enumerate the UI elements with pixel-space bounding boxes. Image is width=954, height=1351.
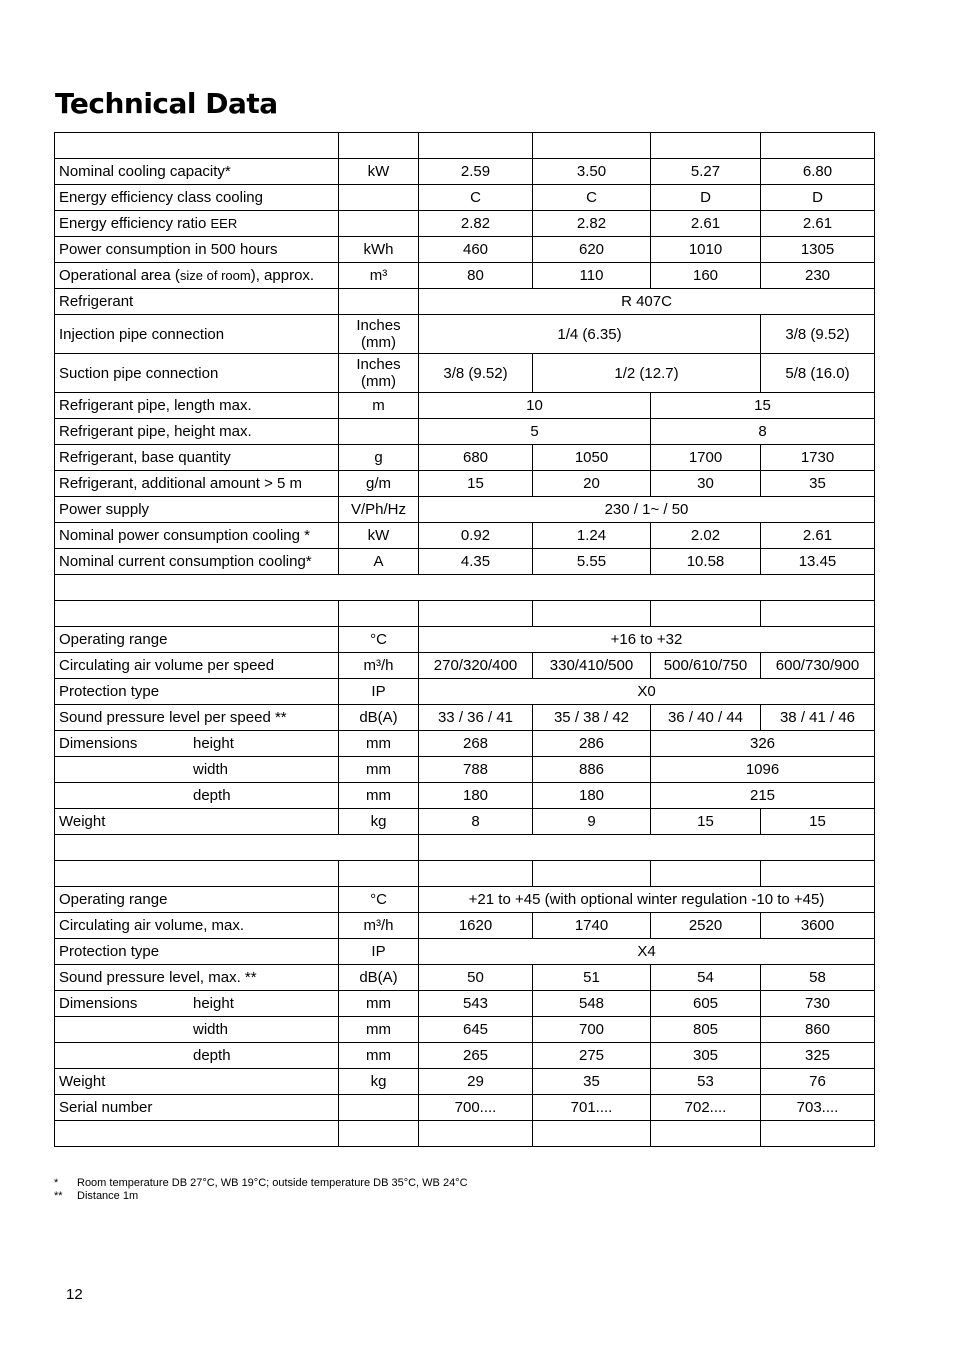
row-unit: mm <box>339 991 419 1017</box>
row-label-text: Energy efficiency ratio <box>59 215 207 232</box>
cell-value: 730 <box>761 991 875 1017</box>
table-row <box>55 965 875 991</box>
table-row <box>55 237 875 263</box>
cell-value: 3/8 (9.52) <box>419 354 533 393</box>
table-row <box>55 211 875 237</box>
cell-value: 6.80 <box>761 159 875 185</box>
table-row <box>55 263 875 289</box>
row-label: Suction pipe connection <box>55 354 339 393</box>
row-label <box>55 263 339 289</box>
cell-value: C <box>533 185 651 211</box>
cell-value: 53 <box>651 1069 761 1095</box>
row-label: Protection type <box>55 939 339 965</box>
cell-value: 0.92 <box>419 523 533 549</box>
row-unit: °C <box>339 627 419 653</box>
cell-value: 2.61 <box>761 211 875 237</box>
table-row <box>55 523 875 549</box>
row-label: Operating range <box>55 627 339 653</box>
table-row-blank <box>55 575 875 601</box>
row-unit: g/m <box>339 471 419 497</box>
cell-value: 29 <box>419 1069 533 1095</box>
cell-value: 2.82 <box>419 211 533 237</box>
cell-value: 15 <box>651 809 761 835</box>
row-label-text: Dimensions <box>59 995 138 1012</box>
row-sublabel: height <box>193 735 234 752</box>
row-label-text: ), approx. <box>250 267 315 284</box>
cell-value: 2.59 <box>419 159 533 185</box>
cell-value-span: 8 <box>651 419 875 445</box>
row-unit: °C <box>339 887 419 913</box>
row-unit: mm <box>339 1017 419 1043</box>
row-label <box>55 783 339 809</box>
row-label: Power supply <box>55 497 339 523</box>
technical-data-table <box>54 132 875 1147</box>
table-row <box>55 471 875 497</box>
row-unit: mm <box>339 757 419 783</box>
cell-value: 268 <box>419 731 533 757</box>
row-sublabel: depth <box>193 1047 231 1064</box>
cell-value: 1740 <box>533 913 651 939</box>
cell-value: 36 / 40 / 44 <box>651 705 761 731</box>
cell-value: 15 <box>761 809 875 835</box>
row-sublabel: width <box>193 761 229 778</box>
row-label: Refrigerant pipe, height max. <box>55 419 339 445</box>
table-row <box>55 939 875 965</box>
row-unit: kg <box>339 1069 419 1095</box>
cell-value: 5.55 <box>533 549 651 575</box>
cell-value: 230 <box>761 263 875 289</box>
cell-value: 702.... <box>651 1095 761 1121</box>
cell-value: 548 <box>533 991 651 1017</box>
cell-value: 1700 <box>651 445 761 471</box>
cell-value: 1620 <box>419 913 533 939</box>
row-label: Refrigerant <box>55 289 339 315</box>
table-row <box>55 354 875 393</box>
cell-value: 9 <box>533 809 651 835</box>
cell-value: D <box>651 185 761 211</box>
cell-value-span: 326 <box>651 731 875 757</box>
row-label: Nominal cooling capacity* <box>55 159 339 185</box>
row-sublabel: height <box>193 995 234 1012</box>
cell-value-span: 230 / 1~ / 50 <box>419 497 875 523</box>
row-label: Protection type <box>55 679 339 705</box>
cell-value: 160 <box>651 263 761 289</box>
cell-value: 2.82 <box>533 211 651 237</box>
cell-value: 700.... <box>419 1095 533 1121</box>
row-label: Weight <box>55 809 339 835</box>
row-unit-line: Inches <box>356 317 401 334</box>
row-unit <box>339 211 419 237</box>
cell-value: 700 <box>533 1017 651 1043</box>
table-row-blank <box>55 601 875 627</box>
table-row <box>55 809 875 835</box>
row-label: Circulating air volume per speed <box>55 653 339 679</box>
row-label <box>55 731 339 757</box>
page-number: 12 <box>66 1286 83 1303</box>
table-row <box>55 445 875 471</box>
row-label-text: Dimensions <box>59 735 138 752</box>
row-unit-line: Inches <box>356 356 401 373</box>
row-unit <box>339 185 419 211</box>
cell-value: 600/730/900 <box>761 653 875 679</box>
cell-value-span: 1/2 (12.7) <box>533 354 761 393</box>
cell-value: 543 <box>419 991 533 1017</box>
page-title: Technical Data <box>55 87 278 120</box>
cell-value: 13.45 <box>761 549 875 575</box>
row-label <box>55 757 339 783</box>
table-row <box>55 1095 875 1121</box>
row-label: Refrigerant, base quantity <box>55 445 339 471</box>
row-unit <box>339 315 419 354</box>
row-unit <box>339 419 419 445</box>
table-row <box>55 315 875 354</box>
row-label: Circulating air volume, max. <box>55 913 339 939</box>
footnote-mark: * <box>54 1177 59 1189</box>
table-row <box>55 289 875 315</box>
row-unit <box>339 1095 419 1121</box>
row-label: Serial number <box>55 1095 339 1121</box>
cell-value: 680 <box>419 445 533 471</box>
cell-value: 5.27 <box>651 159 761 185</box>
table-row <box>55 1017 875 1043</box>
footnote <box>54 1177 468 1190</box>
cell-value: 1050 <box>533 445 651 471</box>
row-unit: mm <box>339 731 419 757</box>
row-label <box>55 1043 339 1069</box>
table-row <box>55 497 875 523</box>
row-unit: m³/h <box>339 913 419 939</box>
row-unit: mm <box>339 1043 419 1069</box>
footnotes <box>54 1177 468 1203</box>
cell-value: 886 <box>533 757 651 783</box>
cell-value: 605 <box>651 991 761 1017</box>
row-unit: IP <box>339 939 419 965</box>
cell-value: 30 <box>651 471 761 497</box>
row-label: Nominal current consumption cooling* <box>55 549 339 575</box>
cell-value: 2520 <box>651 913 761 939</box>
cell-value: 270/320/400 <box>419 653 533 679</box>
row-unit <box>339 354 419 393</box>
cell-value-span: 215 <box>651 783 875 809</box>
cell-value: 15 <box>419 471 533 497</box>
cell-value: 80 <box>419 263 533 289</box>
row-unit: kWh <box>339 237 419 263</box>
cell-value: 33 / 36 / 41 <box>419 705 533 731</box>
row-unit: IP <box>339 679 419 705</box>
cell-value: 1730 <box>761 445 875 471</box>
row-unit-line: (mm) <box>361 334 396 351</box>
cell-value: 265 <box>419 1043 533 1069</box>
row-label: Weight <box>55 1069 339 1095</box>
cell-value: 35 <box>761 471 875 497</box>
cell-value-span: R 407C <box>419 289 875 315</box>
row-unit: kW <box>339 523 419 549</box>
row-label: Sound pressure level per speed ** <box>55 705 339 731</box>
row-unit <box>339 289 419 315</box>
cell-value-span: +21 to +45 (with optional winter regulation -10 to +45) <box>419 887 875 913</box>
table-row <box>55 393 875 419</box>
cell-value: 35 / 38 / 42 <box>533 705 651 731</box>
cell-value: 788 <box>419 757 533 783</box>
row-label: Injection pipe connection <box>55 315 339 354</box>
row-label-small: EER <box>210 216 238 231</box>
row-unit: m³ <box>339 263 419 289</box>
row-label: Energy efficiency class cooling <box>55 185 339 211</box>
table-row <box>55 705 875 731</box>
row-label: Operating range <box>55 887 339 913</box>
cell-value: 20 <box>533 471 651 497</box>
row-unit: mm <box>339 783 419 809</box>
row-label: Refrigerant pipe, length max. <box>55 393 339 419</box>
table-row <box>55 731 875 757</box>
row-label-small: size of room <box>179 268 251 283</box>
cell-value: 3/8 (9.52) <box>761 315 875 354</box>
table-row <box>55 159 875 185</box>
row-label <box>55 211 339 237</box>
cell-value: 3600 <box>761 913 875 939</box>
cell-value: 703.... <box>761 1095 875 1121</box>
cell-value: 325 <box>761 1043 875 1069</box>
table-row-blank <box>55 861 875 887</box>
cell-value: D <box>761 185 875 211</box>
row-unit: A <box>339 549 419 575</box>
cell-value: 2.61 <box>651 211 761 237</box>
cell-value: 38 / 41 / 46 <box>761 705 875 731</box>
cell-value: 460 <box>419 237 533 263</box>
table-row <box>55 1043 875 1069</box>
cell-value: 3.50 <box>533 159 651 185</box>
footnote <box>54 1190 468 1203</box>
table-row <box>55 783 875 809</box>
cell-value: 50 <box>419 965 533 991</box>
table-row <box>55 1069 875 1095</box>
row-unit: kW <box>339 159 419 185</box>
table-row-blank <box>55 1121 875 1147</box>
cell-value-span: 5 <box>419 419 651 445</box>
table-row <box>55 991 875 1017</box>
cell-value: 330/410/500 <box>533 653 651 679</box>
table-row <box>55 549 875 575</box>
table-row <box>55 627 875 653</box>
cell-value: 76 <box>761 1069 875 1095</box>
cell-value-span: 1/4 (6.35) <box>419 315 761 354</box>
row-unit: g <box>339 445 419 471</box>
cell-value: 10.58 <box>651 549 761 575</box>
row-unit: V/Ph/Hz <box>339 497 419 523</box>
table-row <box>55 653 875 679</box>
cell-value: 5/8 (16.0) <box>761 354 875 393</box>
cell-value: 860 <box>761 1017 875 1043</box>
cell-value: 180 <box>533 783 651 809</box>
cell-value: C <box>419 185 533 211</box>
cell-value: 701.... <box>533 1095 651 1121</box>
row-label <box>55 991 339 1017</box>
table-row-blank <box>55 133 875 159</box>
cell-value: 51 <box>533 965 651 991</box>
row-unit: m³/h <box>339 653 419 679</box>
cell-value: 1.24 <box>533 523 651 549</box>
row-unit-line: (mm) <box>361 373 396 390</box>
cell-value-span: 10 <box>419 393 651 419</box>
cell-value: 8 <box>419 809 533 835</box>
cell-value: 180 <box>419 783 533 809</box>
row-sublabel: width <box>193 1021 229 1038</box>
cell-value-span: +16 to +32 <box>419 627 875 653</box>
cell-value: 286 <box>533 731 651 757</box>
cell-value: 2.61 <box>761 523 875 549</box>
cell-value-span: X0 <box>419 679 875 705</box>
cell-value: 275 <box>533 1043 651 1069</box>
row-label: Refrigerant, additional amount > 5 m <box>55 471 339 497</box>
cell-value: 305 <box>651 1043 761 1069</box>
footnote-mark: ** <box>54 1190 63 1202</box>
cell-value: 620 <box>533 237 651 263</box>
cell-value: 1010 <box>651 237 761 263</box>
table-row <box>55 913 875 939</box>
row-sublabel: depth <box>193 787 231 804</box>
table-row <box>55 679 875 705</box>
row-label: Power consumption in 500 hours <box>55 237 339 263</box>
table-row <box>55 757 875 783</box>
table-row <box>55 185 875 211</box>
row-label: Sound pressure level, max. ** <box>55 965 339 991</box>
footnote-text: Distance 1m <box>77 1190 139 1202</box>
cell-value: 1305 <box>761 237 875 263</box>
cell-value: 2.02 <box>651 523 761 549</box>
cell-value: 645 <box>419 1017 533 1043</box>
row-unit: m <box>339 393 419 419</box>
row-unit: dB(A) <box>339 705 419 731</box>
cell-value: 54 <box>651 965 761 991</box>
row-label <box>55 1017 339 1043</box>
cell-value-span: 1096 <box>651 757 875 783</box>
cell-value: 110 <box>533 263 651 289</box>
table-row <box>55 887 875 913</box>
table-row-blank <box>55 835 875 861</box>
row-label: Nominal power consumption cooling * <box>55 523 339 549</box>
cell-value: 35 <box>533 1069 651 1095</box>
cell-value: 58 <box>761 965 875 991</box>
row-unit: dB(A) <box>339 965 419 991</box>
cell-value: 4.35 <box>419 549 533 575</box>
footnote-text: Room temperature DB 27°C, WB 19°C; outside temperature DB 35°C, WB 24°C <box>77 1177 468 1189</box>
row-label-text: Operational area ( <box>59 267 180 284</box>
cell-value-span: X4 <box>419 939 875 965</box>
cell-value: 500/610/750 <box>651 653 761 679</box>
row-unit: kg <box>339 809 419 835</box>
cell-value-span: 15 <box>651 393 875 419</box>
table-row <box>55 419 875 445</box>
cell-value: 805 <box>651 1017 761 1043</box>
